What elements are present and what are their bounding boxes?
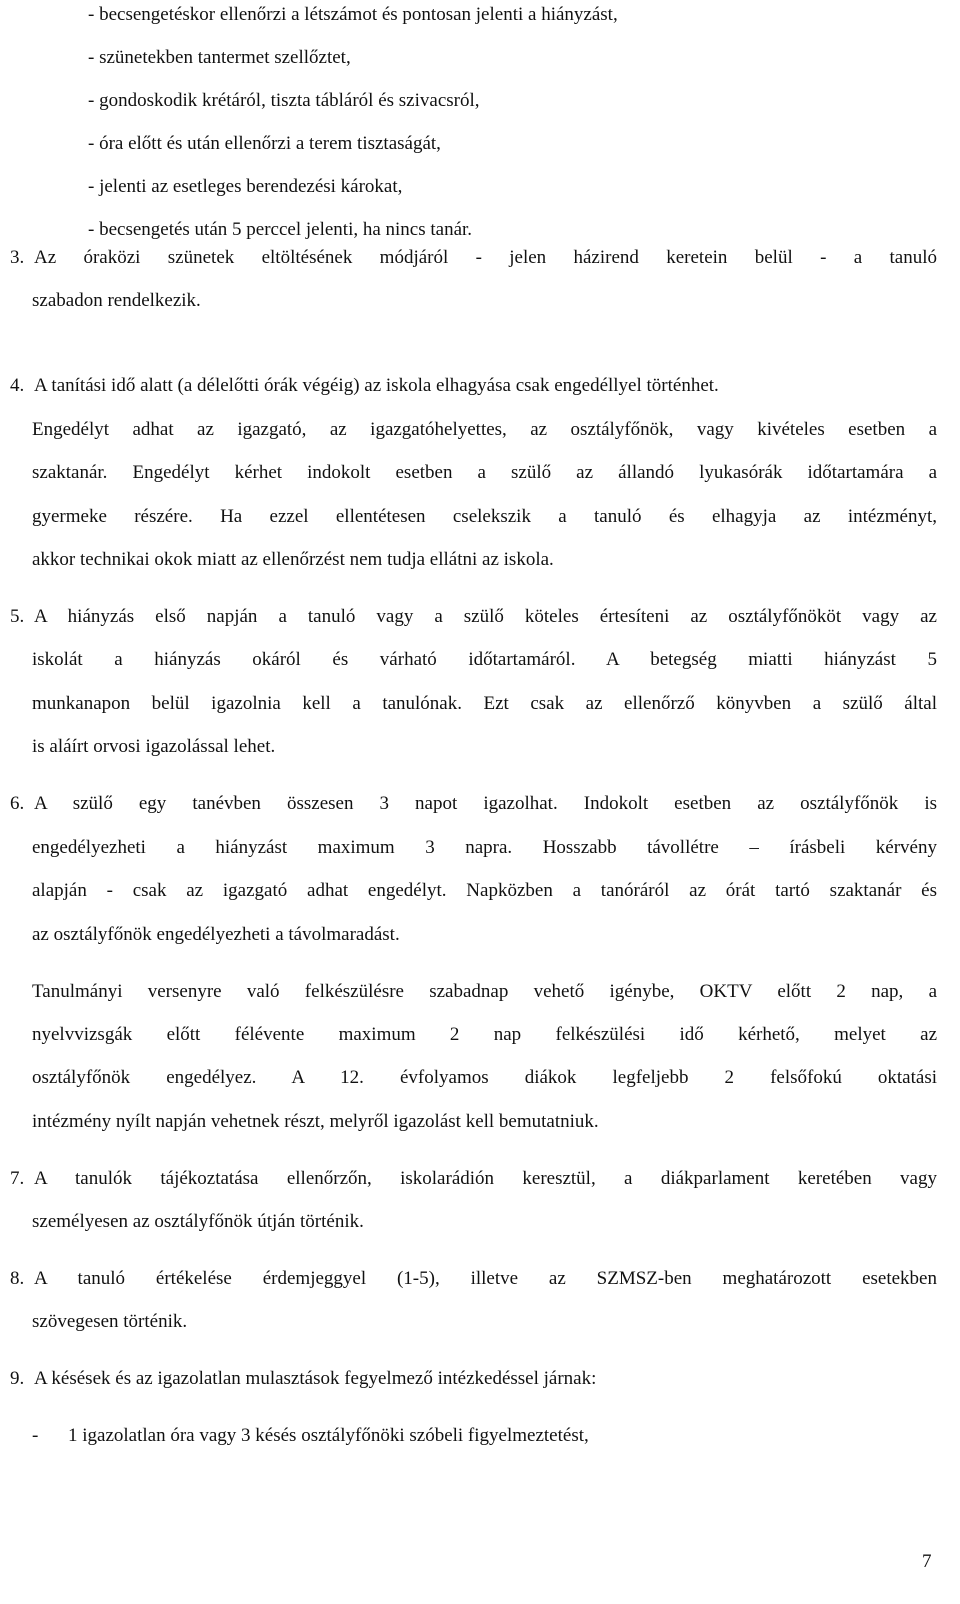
paragraph-line: alapján - csak az igazgató adhat engedélyt. Napközben a tanóráról az órát tartó szaktanár és xyxy=(32,880,937,901)
paragraph-line: intézmény nyílt napján vehetnek részt, melyről igazolást kell bemutatniuk. xyxy=(32,1111,599,1132)
list-item: - becsengetés után 5 perccel jelenti, ha nincs tanár. xyxy=(88,219,473,240)
list-item: - becsengetéskor ellenőrzi a létszámot és pontosan jelenti a hiányzást, xyxy=(88,4,618,25)
paragraph-line: Az óraközi szünetek eltöltésének módjáról - jelen házirend keretein belül - a tanuló xyxy=(34,247,937,268)
paragraph-line: gyermeke részére. Ha ezzel ellentétesen cselekszik a tanuló és elhagyja az intézményt, xyxy=(32,506,937,527)
paragraph-line: is aláírt orvosi igazolással lehet. xyxy=(32,736,276,757)
list-item: - szünetekben tantermet szellőztet, xyxy=(88,47,351,68)
paragraph-line: nyelvvizsgák előtt félévente maximum 2 nap felkészülési idő kérhető, melyet az xyxy=(32,1024,937,1045)
paragraph-line: osztályfőnök engedélyez. A 12. évfolyamos diákok legfeljebb 2 felsőfokú oktatási xyxy=(32,1067,937,1088)
list-item: - jelenti az esetleges berendezési károkat, xyxy=(88,176,403,197)
paragraph-line: szaktanár. Engedélyt kérhet indokolt esetben a szülő az állandó lyukasórák időtartamára a xyxy=(32,462,937,483)
bullet-text: 1 igazolatlan óra vagy 3 késés osztályfőnöki szóbeli figyelmeztetést, xyxy=(68,1425,589,1446)
paragraph-line: szabadon rendelkezik. xyxy=(32,290,201,311)
paragraph-line: az osztályfőnök engedélyezheti a távolmaradást. xyxy=(32,924,400,945)
item-number: 3. xyxy=(10,247,25,268)
list-item: - gondoskodik krétáról, tiszta tábláról és szivacsról, xyxy=(88,90,480,111)
paragraph-line: A tanítási idő alatt (a délelőtti órák végéig) az iskola elhagyása csak engedéllyel történhet. xyxy=(34,375,719,396)
paragraph-line: szövegesen történik. xyxy=(32,1311,188,1332)
item-number: 4. xyxy=(10,375,25,396)
item-number: 8. xyxy=(10,1268,25,1289)
paragraph-line: A szülő egy tanévben összesen 3 napot igazolhat. Indokolt esetben az osztályfőnök is xyxy=(34,793,937,814)
paragraph-line: iskolát a hiányzás okáról és várható időtartamáról. A betegség miatti hiányzást 5 xyxy=(32,649,937,670)
paragraph-line: engedélyezheti a hiányzást maximum 3 napra. Hosszabb távollétre – írásbeli kérvény xyxy=(32,837,937,858)
paragraph-line: munkanapon belül igazolnia kell a tanulónak. Ezt csak az ellenőrző könyvben a szülő által xyxy=(32,693,937,714)
list-item: - óra előtt és után ellenőrzi a terem tisztaságát, xyxy=(88,133,441,154)
paragraph-line: Tanulmányi versenyre való felkészülésre szabadnap vehető igénybe, OKTV előtt 2 nap, a xyxy=(32,981,937,1002)
paragraph-line: személyesen az osztályfőnök útján történik. xyxy=(32,1211,364,1232)
item-number: 5. xyxy=(10,606,25,627)
paragraph-line: Engedélyt adhat az igazgató, az igazgatóhelyettes, az osztályfőnök, vagy kivételes esetben a xyxy=(32,419,937,440)
item-number: 6. xyxy=(10,793,25,814)
paragraph-line: A késések és az igazolatlan mulasztások fegyelmező intézkedéssel járnak: xyxy=(34,1368,597,1389)
paragraph-line: A hiányzás első napján a tanuló vagy a szülő köteles értesíteni az osztályfőnököt vagy az xyxy=(34,606,937,627)
bullet-dash: - xyxy=(32,1425,39,1446)
page-number: 7 xyxy=(922,1551,932,1572)
paragraph-line: A tanuló értékelése érdemjeggyel (1-5), illetve az SZMSZ-ben meghatározott esetekben xyxy=(34,1268,937,1289)
paragraph-line: akkor technikai okok miatt az ellenőrzést nem tudja ellátni az iskola. xyxy=(32,549,554,570)
paragraph-line: A tanulók tájékoztatása ellenőrzőn, iskolarádión keresztül, a diákparlament keretében vagy xyxy=(34,1168,937,1189)
item-number: 9. xyxy=(10,1368,25,1389)
item-number: 7. xyxy=(10,1168,25,1189)
